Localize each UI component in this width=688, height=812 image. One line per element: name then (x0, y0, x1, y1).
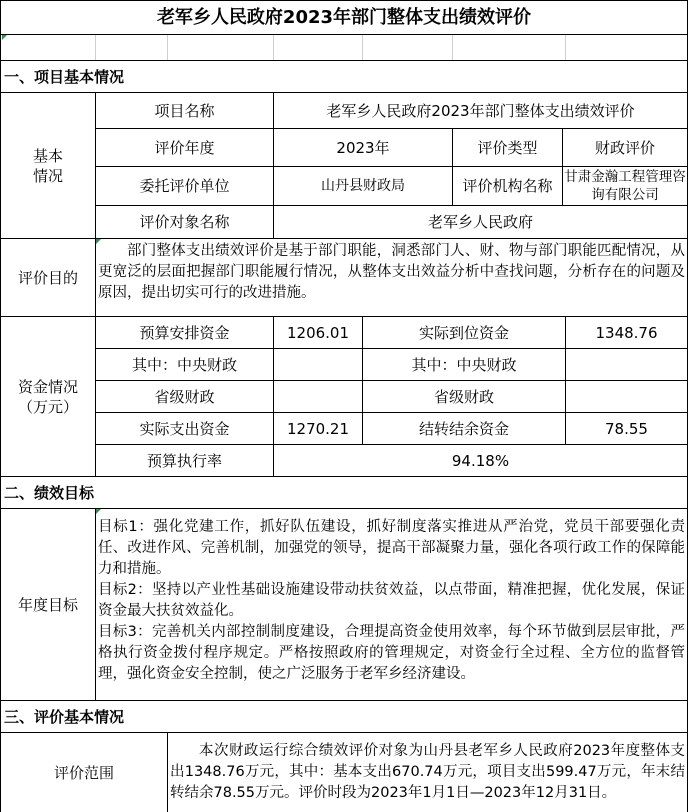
carryover-value: 78.55 (605, 419, 648, 438)
eval-type-value: 财政评价 (594, 138, 655, 157)
page-title: 老军乡人民政府2023年部门整体支出绩效评价 (156, 6, 532, 28)
client-label: 委托评价单位 (139, 177, 230, 195)
purpose-label: 评价目的 (17, 268, 78, 287)
section-heading-basic: 一、项目基本情况 (4, 67, 125, 86)
section-heading-goals: 二、绩效目标 (4, 483, 95, 502)
actual-in-label: 实际到位资金 (418, 323, 509, 342)
actual-in-value: 1348.76 (595, 323, 658, 342)
project-name-label: 项目名称 (154, 101, 215, 120)
project-name-value: 老军乡人民政府2023年部门整体支出绩效评价 (326, 101, 635, 120)
agency-label: 评价机构名称 (462, 177, 553, 195)
central-finance-label: 其中：中央财政 (131, 355, 237, 374)
cell-marker-icon (96, 509, 101, 514)
annual-goals-label: 年度目标 (17, 595, 78, 614)
purpose-paragraph: 部门整体支出绩效评价是基于部门职能，洞悉部门人、财、物与部门职能匹配情况，从更宽泛的层面把握部门职能履行情况，从整体支出效益分析中查找问题，分析存在的问题及原因，提出切实可行的改进措施。 (98, 243, 685, 301)
eval-year-value: 2023年 (336, 138, 390, 157)
goal-item: 目标3：完善机关内部控制制度建设，合理提高资金使用效率，每个环节做到层层审批，严格执行资金拨付程序规定。严格按照政府的管理规定，对资金行全过程、全方位的监督管理，强化资金安全控制，使之广泛服务于老军乡经济建设。 (98, 624, 685, 682)
exec-rate-value: 94.18% (451, 451, 510, 470)
purpose-text (96, 241, 687, 316)
object-label: 评价对象名称 (139, 213, 230, 231)
agency-value: 甘肃金瀚工程管理咨询有限公司 (564, 169, 686, 203)
funds-label: 资金情况 （万元） (17, 377, 78, 416)
goal-item: 目标2：坚持以产业性基础设施建设带动扶贫效益，以点带面，精准把握，优化发展，保证资金最大扶贫效益化。 (98, 582, 685, 619)
eval-type-label: 评价类型 (477, 138, 538, 157)
annual-goals-text (96, 517, 687, 700)
actual-out-label: 实际支出资金 (139, 419, 230, 438)
section-heading-eval: 三、评价基本情况 (4, 707, 125, 726)
provincial-finance-label: 省级财政 (433, 387, 494, 406)
scope-text (168, 741, 687, 812)
cell-marker-icon (2, 35, 7, 40)
exec-rate-label: 预算执行率 (146, 451, 222, 470)
central-finance-label: 其中：中央财政 (411, 355, 517, 374)
scope-label: 评价范围 (53, 763, 114, 782)
budget-label: 预算安排资金 (139, 323, 230, 342)
actual-out-value: 1270.21 (286, 419, 350, 438)
scope-paragraph: 本次财政运行综合绩效评价对象为山丹县老军乡人民政府2023年度整体支出1348.76万元，其中：基本支出670.74万元，项目支出599.47万元，年末结转结余78.55万元。评价时段为2023年1月1日—2023年12月31日。 (170, 743, 685, 801)
eval-year-label: 评价年度 (154, 138, 215, 157)
budget-value: 1206.01 (286, 323, 350, 342)
object-value: 老军乡人民政府 (427, 213, 533, 231)
goal-item: 目标1：强化党建工作，抓好队伍建设，抓好制度落实推进从严治党，党员干部要强化责任、改进作风、完善机制，加强党的领导，提高干部凝聚力量，强化各项行政工作的保障能力和措施。 (98, 519, 685, 577)
provincial-finance-label: 省级财政 (154, 387, 215, 406)
carryover-label: 结转结余资金 (418, 419, 509, 438)
basic-info-label: 基本 情况 (32, 146, 63, 185)
client-value: 山丹县财政局 (321, 178, 405, 194)
